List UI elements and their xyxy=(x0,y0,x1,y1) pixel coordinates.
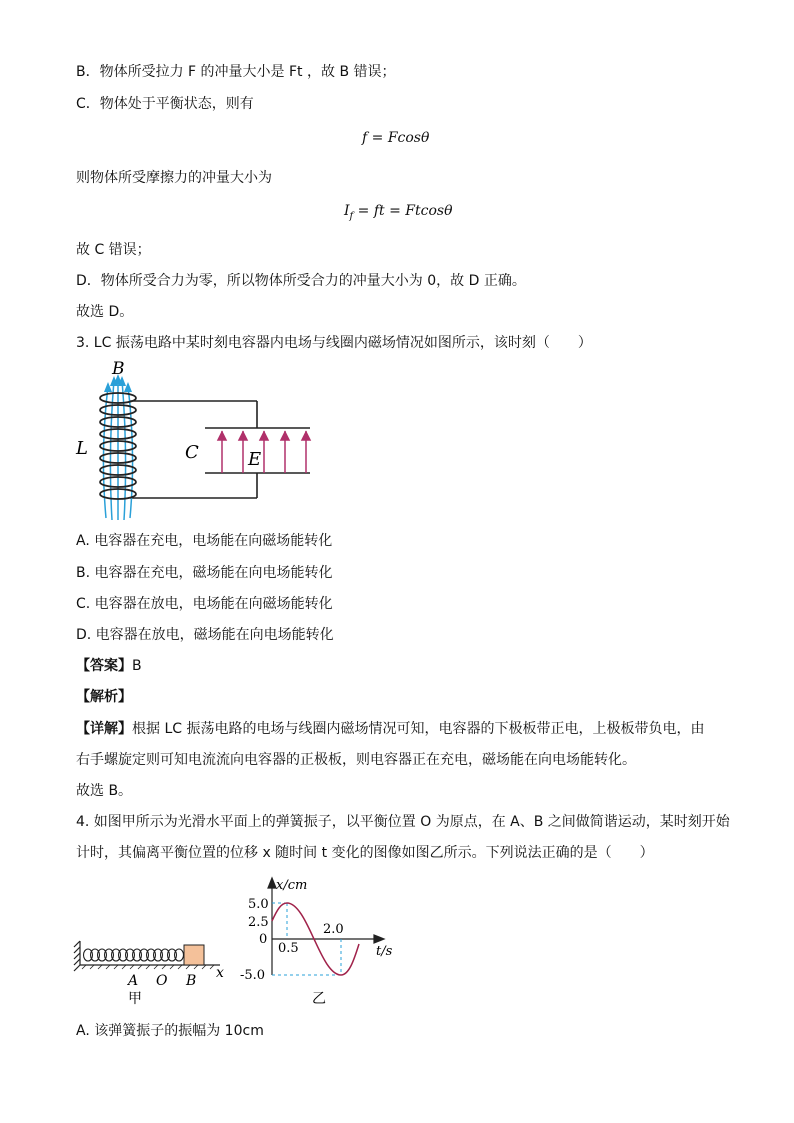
label-e-field: E xyxy=(248,449,262,470)
label-point-b: B xyxy=(186,973,197,989)
option-a: A. 电容器在充电，电场能在向磁场能转化 xyxy=(76,533,333,549)
tick-y-bottom: -5.0 xyxy=(240,968,266,983)
option-b: B. 电容器在充电，磁场能在向电场能转化 xyxy=(76,565,333,581)
text-line-friction-impulse: 则物体所受摩擦力的冲量大小为 xyxy=(76,170,272,186)
equation-friction: f = Fcosθ xyxy=(362,130,430,146)
graph-ylabel: x/cm xyxy=(276,878,308,893)
equation-impulse-lhs: I xyxy=(344,203,350,219)
detail-line-1 xyxy=(76,719,704,739)
electric-field-lines xyxy=(218,431,310,473)
lc-circuit-figure xyxy=(72,358,322,523)
text-line-b-conclusion: B．物体所受拉力 F 的冲量大小是 Ft ，故 B 错误； xyxy=(76,64,396,80)
answer-line xyxy=(76,656,142,676)
label-axis-x: x xyxy=(216,965,224,981)
text-line-d-correct: D．物体所受合力为零，所以物体所受合力的冲量大小为 0，故 D 正确。 xyxy=(76,273,526,289)
label-inductor: L xyxy=(76,438,88,459)
detail-tag: 【详解】 xyxy=(76,721,132,737)
caption-jia: 甲 xyxy=(128,991,142,1007)
tick-y-top: 5.0 xyxy=(248,897,269,912)
tick-x-1: 0.5 xyxy=(278,941,299,956)
spring-coil xyxy=(84,949,184,961)
text-line-select-b: 故选 B。 xyxy=(76,783,133,799)
question-3-stem: 3. LC 振荡电路中某时刻电容器内电场与线圈内磁场情况如图所示，该时刻（ ） xyxy=(76,335,592,351)
displacement-time-graph xyxy=(240,872,400,1012)
detail-text-1: 根据 LC 振荡电路的电场与线圈内磁场情况可知，电容器的下极板带正电，上极板带负电，由 xyxy=(132,721,705,737)
text-line-select-d: 故选 D。 xyxy=(76,304,134,320)
equation-impulse xyxy=(344,203,453,222)
equation-impulse-rhs: = ft = Ftcosθ xyxy=(353,203,453,219)
text-line-c-wrong: 故 C 错误； xyxy=(76,242,151,258)
text-line-c-intro: C．物体处于平衡状态，则有 xyxy=(76,96,254,112)
label-b-field: B xyxy=(112,359,125,379)
option-d: D. 电容器在放电，磁场能在向电场能转化 xyxy=(76,627,334,643)
question-4-stem-2: 计时，其偏离平衡位置的位移 x 随时间 t 变化的图像如图乙所示。下列说法正确的是（ ） xyxy=(76,845,654,861)
analysis-tag: 【解析】 xyxy=(76,689,132,705)
spring-oscillator-figure xyxy=(70,935,240,1010)
question-4-option-a: A. 该弹簧振子的振幅为 10cm xyxy=(76,1023,264,1039)
tick-y-zero: 0 xyxy=(259,932,268,947)
tick-x-2: 2.0 xyxy=(323,922,344,937)
tick-y-mid: 2.5 xyxy=(248,915,269,930)
label-point-a: A xyxy=(128,973,139,989)
option-c: C. 电容器在放电，电场能在向磁场能转化 xyxy=(76,596,333,612)
equation-impulse-sub: f xyxy=(349,210,354,222)
caption-yi: 乙 xyxy=(312,991,326,1007)
answer-tag: 【答案】 xyxy=(76,658,132,674)
graph-xlabel: t/s xyxy=(376,944,393,959)
oscillator-block xyxy=(184,945,204,965)
answer-value: B xyxy=(132,658,142,674)
question-4-stem-1: 4. 如图甲所示为光滑水平面上的弹簧振子，以平衡位置 O 为原点，在 A、B 之间做简谐运动，某时刻开始 xyxy=(76,814,730,830)
label-capacitor: C xyxy=(185,442,199,463)
detail-line-2: 右手螺旋定则可知电流流向电容器的正极板，则电容器正在充电，磁场能在向电场能转化。 xyxy=(76,752,636,768)
label-point-o: O xyxy=(156,973,168,989)
